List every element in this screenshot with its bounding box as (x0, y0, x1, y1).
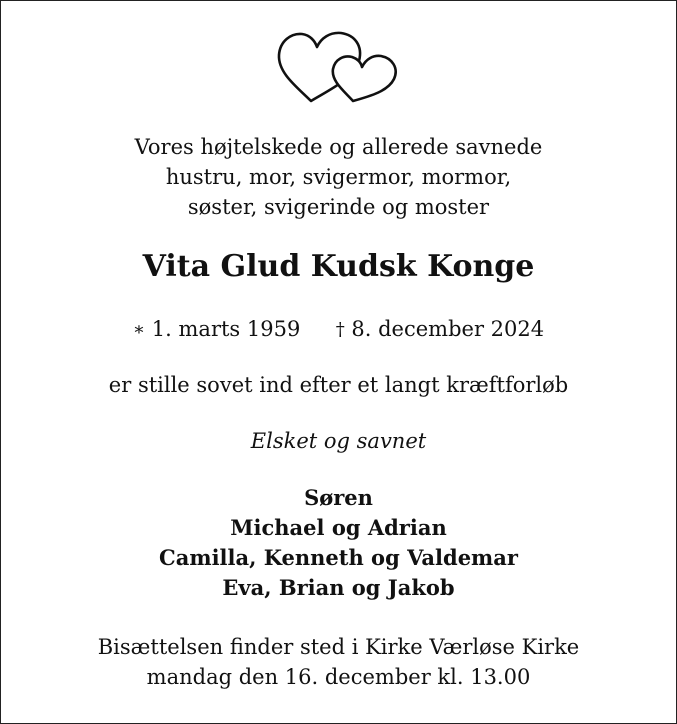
intro-line-2: hustru, mor, svigermor, mormor, (165, 165, 512, 189)
family-line-3: Camilla, Kenneth og Valdemar (159, 545, 518, 570)
death-symbol: † (335, 319, 345, 340)
two-hearts-icon (275, 29, 401, 105)
death-date: 8. december 2024 (351, 317, 545, 341)
passing-text: er stille sovet ind efter et langt kræftforløb (108, 373, 569, 397)
funeral-line-1: Bisættelsen finder sted i Kirke Værløse Kirke (97, 635, 580, 659)
birth-date: 1. marts 1959 (151, 317, 301, 341)
family-line-1: Søren (304, 485, 373, 510)
intro-line-3: søster, svigerinde og moster (187, 195, 490, 219)
birth-symbol: ∗ (132, 319, 146, 340)
family-line-2: Michael og Adrian (230, 515, 447, 540)
tribute-text: Elsket og savnet (250, 429, 427, 453)
deceased-name: Vita Glud Kudsk Konge (142, 249, 535, 284)
life-dates (1, 317, 676, 341)
family-line-4: Eva, Brian og Jakob (222, 575, 455, 600)
intro-line-1: Vores højtelskede og allerede savnede (134, 135, 543, 159)
funeral-line-2: mandag den 16. december kl. 13.00 (146, 665, 531, 689)
